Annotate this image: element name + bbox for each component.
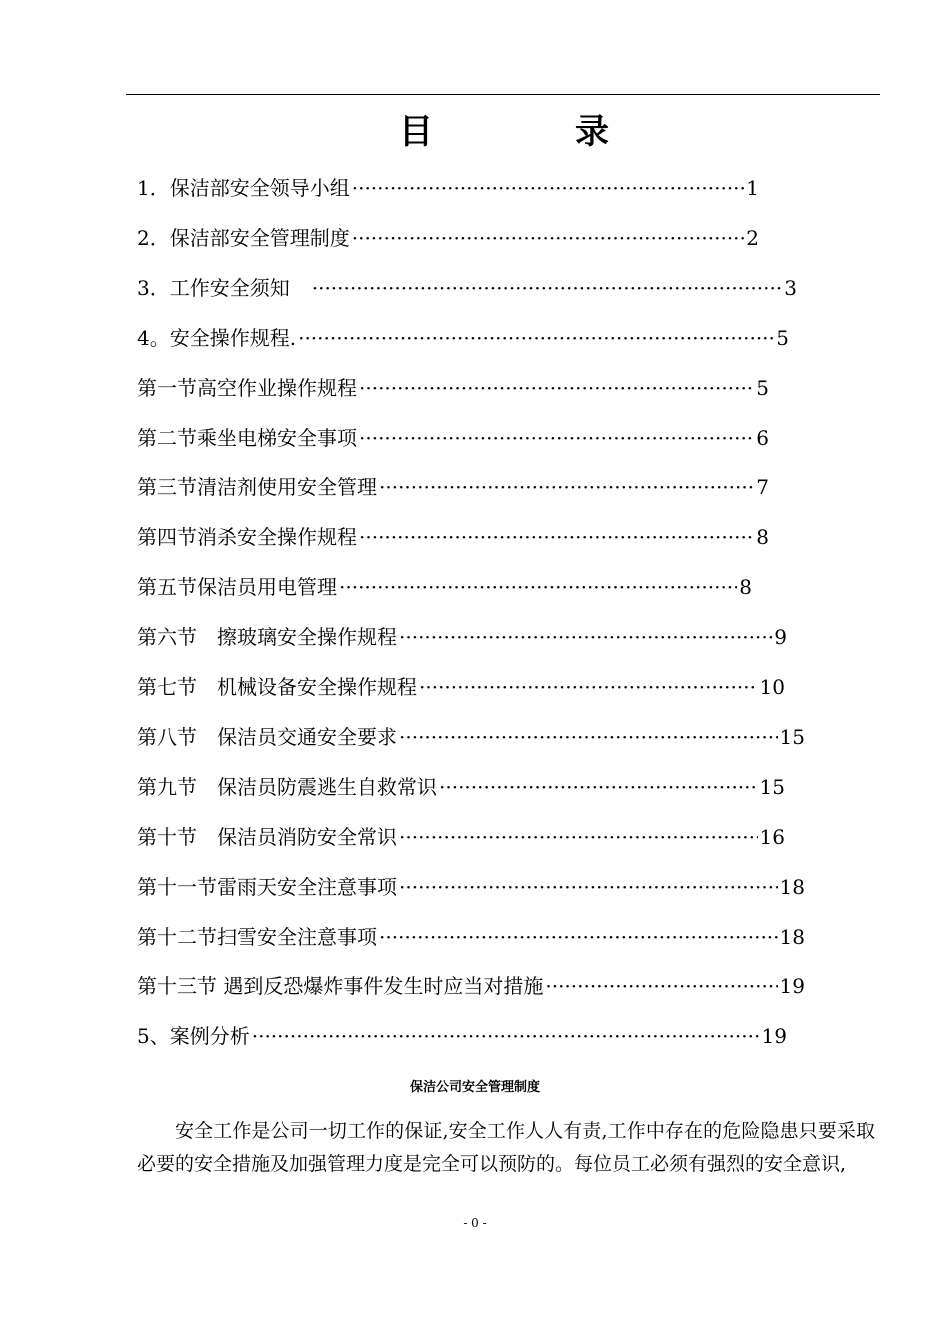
toc-entry-page: 8 [756,525,769,549]
toc-entry-label: 第六节 擦玻璃安全操作规程 [137,625,397,649]
toc-entry-label: 第十三节 遇到反恐爆炸事件发生时应当对措施 [137,974,544,998]
toc-entry [137,672,785,702]
page-number: - 0 - [463,1216,487,1230]
toc-entry [137,922,805,952]
toc-entry [137,622,787,652]
toc-entry-label: 4。安全操作规程. [137,326,297,350]
toc-entry-page: 5 [776,326,789,350]
page-title [0,104,950,154]
toc-leader-dots [399,622,772,652]
toc-entry-label: 第八节 保洁员交通安全要求 [137,725,397,749]
toc-entry [137,1021,787,1051]
toc-leader-dots [379,922,778,952]
toc-entry-page: 7 [756,475,769,499]
toc-leader-dots [352,223,745,253]
toc-leader-dots [359,522,754,552]
toc-entry [137,423,769,453]
header-rule [126,94,880,95]
toc-entry [137,822,785,852]
toc-entry-page: 2 [746,226,759,250]
toc-leader-dots [298,323,774,353]
toc-entry-label: 第十一节雷雨天安全注意事项 [137,875,397,899]
toc-entry-page: 9 [774,625,787,649]
toc-leader-dots [312,273,783,303]
toc-entry-label: 2．保洁部安全管理制度 [137,226,350,250]
toc-entry-label: 第四节消杀安全操作规程 [137,525,357,549]
toc-entry [137,722,805,752]
toc-entry-label: 第一节高空作业操作规程 [137,376,357,400]
toc-leader-dots [352,173,745,203]
toc-leader-dots [419,672,758,702]
toc-entry-label: 第十节 保洁员消防安全常识 [137,825,397,849]
toc-leader-dots [545,971,777,1001]
toc-entry-page: 3 [784,276,797,300]
toc-leader-dots [359,373,754,403]
toc-entry [137,173,759,203]
toc-leader-dots [252,1021,760,1051]
toc-entry-page: 16 [759,825,785,849]
toc-entry [137,572,752,602]
toc-entry-label: 5、案例分析 [137,1024,250,1048]
toc-leader-dots [439,772,758,802]
toc-entry [137,323,789,353]
section-heading: 保洁公司安全管理制度 [409,1080,540,1095]
toc-entry [137,772,785,802]
toc-entry [137,273,797,303]
toc-leader-dots [399,822,758,852]
toc-leader-dots [339,572,737,602]
toc-entry-label: 第九节 保洁员防震逃生自救常识 [137,775,437,799]
toc-entry-label: 第五节保洁员用电管理 [137,575,337,599]
toc-entry-label: 第三节清洁剂使用安全管理 [137,475,377,499]
toc-entry [137,223,759,253]
toc-entry-page: 18 [779,875,805,899]
toc-entry-label: 第二节乘坐电梯安全事项 [137,426,357,450]
toc-entry-page: 1 [746,176,759,200]
toc-entry-label: 第十二节扫雪安全注意事项 [137,925,377,949]
toc-entry-page: 5 [756,376,769,400]
toc-entry [137,971,805,1001]
toc-entry [137,872,805,902]
title-char-2: 录 [575,112,609,152]
toc-entry-page: 18 [779,925,805,949]
toc-entry [137,472,769,502]
toc-entry-page: 10 [759,675,785,699]
toc-leader-dots [359,423,754,453]
body-paragraph [137,1115,875,1181]
toc-leader-dots [379,472,754,502]
toc-entry-page: 8 [739,575,752,599]
toc-entry [137,373,769,403]
toc-leader-dots [399,722,778,752]
paragraph-text: 安全工作是公司一切工作的保证,安全工作人人有责,工作中存在的危险隐患只要采取必要的安全措施及加强管理力度是完全可以预防的。每位员工必须有强烈的安全意识, [137,1120,875,1175]
title-char-1: 目 [399,112,433,152]
toc-entry-label: 3．工作安全须知 [137,276,310,300]
toc-entry-page: 15 [779,725,805,749]
toc-entry-label: 第七节 机械设备安全操作规程 [137,675,417,699]
toc-entry-page: 19 [761,1024,787,1048]
toc-entry-page: 19 [779,974,805,998]
toc-entry-page: 15 [759,775,785,799]
toc-entry [137,522,769,552]
toc-leader-dots [399,872,778,902]
toc-entry-label: 1．保洁部安全领导小组 [137,176,350,200]
toc-entry-page: 6 [756,426,769,450]
